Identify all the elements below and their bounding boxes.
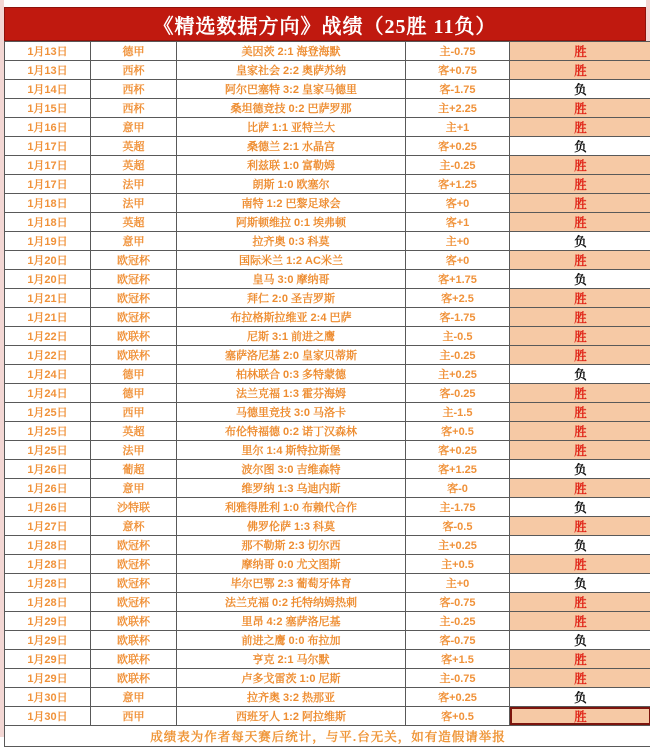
date-cell: 1月29日 bbox=[5, 612, 91, 631]
date-cell: 1月29日 bbox=[5, 631, 91, 650]
match-cell: 西班牙人 1:2 阿拉维斯 bbox=[177, 707, 406, 726]
table-row bbox=[5, 403, 650, 422]
results-sheet bbox=[4, 7, 646, 747]
table-row bbox=[5, 650, 650, 669]
league-cell: 德甲 bbox=[91, 365, 177, 384]
table-row bbox=[5, 156, 650, 175]
result-cell: 胜 bbox=[510, 61, 650, 80]
result-cell: 胜 bbox=[510, 156, 650, 175]
match-cell: 桑德兰 2:1 水晶宫 bbox=[177, 137, 406, 156]
match-cell: 皇家社会 2:2 奥萨苏纳 bbox=[177, 61, 406, 80]
date-cell: 1月21日 bbox=[5, 289, 91, 308]
table-row bbox=[5, 574, 650, 593]
table-row bbox=[5, 80, 650, 99]
match-cell: 桑坦德竞技 0:2 巴萨罗那 bbox=[177, 99, 406, 118]
date-cell: 1月26日 bbox=[5, 498, 91, 517]
league-cell: 英超 bbox=[91, 156, 177, 175]
match-cell: 利兹联 1:0 富勒姆 bbox=[177, 156, 406, 175]
handicap-cell: 客+0 bbox=[406, 251, 510, 270]
table-row bbox=[5, 251, 650, 270]
result-cell: 胜 bbox=[510, 441, 650, 460]
result-cell: 负 bbox=[510, 631, 650, 650]
result-cell: 胜 bbox=[510, 612, 650, 631]
table-row bbox=[5, 631, 650, 650]
result-cell: 负 bbox=[510, 460, 650, 479]
match-cell: 卢多戈雷茨 1:0 尼斯 bbox=[177, 669, 406, 688]
league-cell: 欧冠杯 bbox=[91, 555, 177, 574]
handicap-cell: 客+0 bbox=[406, 194, 510, 213]
result-cell: 胜 bbox=[510, 555, 650, 574]
handicap-cell: 主+0 bbox=[406, 574, 510, 593]
match-cell: 朗斯 1:0 欧塞尔 bbox=[177, 175, 406, 194]
result-cell: 胜 bbox=[510, 479, 650, 498]
league-cell: 意杯 bbox=[91, 517, 177, 536]
result-cell: 胜 bbox=[510, 422, 650, 441]
table-row bbox=[5, 669, 650, 688]
table-row bbox=[5, 517, 650, 536]
handicap-cell: 主-0.25 bbox=[406, 346, 510, 365]
date-cell: 1月18日 bbox=[5, 213, 91, 232]
league-cell: 法甲 bbox=[91, 194, 177, 213]
handicap-cell: 客-0.5 bbox=[406, 517, 510, 536]
handicap-cell: 客+0.5 bbox=[406, 707, 510, 726]
table-row bbox=[5, 593, 650, 612]
date-cell: 1月28日 bbox=[5, 593, 91, 612]
result-cell: 胜 bbox=[510, 213, 650, 232]
table-row bbox=[5, 270, 650, 289]
date-cell: 1月29日 bbox=[5, 669, 91, 688]
date-cell: 1月28日 bbox=[5, 536, 91, 555]
handicap-cell: 主-0.5 bbox=[406, 327, 510, 346]
table-row bbox=[5, 194, 650, 213]
result-cell: 胜 bbox=[510, 593, 650, 612]
match-cell: 摩纳哥 0:0 尤文图斯 bbox=[177, 555, 406, 574]
league-cell: 欧联杯 bbox=[91, 650, 177, 669]
table-row bbox=[5, 384, 650, 403]
table-row bbox=[5, 688, 650, 707]
result-cell: 胜 bbox=[510, 175, 650, 194]
result-cell: 胜 bbox=[510, 403, 650, 422]
match-cell: 柏林联合 0:3 多特蒙德 bbox=[177, 365, 406, 384]
match-cell: 阿斯顿维拉 0:1 埃弗顿 bbox=[177, 213, 406, 232]
handicap-cell: 主+0.25 bbox=[406, 365, 510, 384]
date-cell: 1月30日 bbox=[5, 688, 91, 707]
date-cell: 1月24日 bbox=[5, 365, 91, 384]
league-cell: 意甲 bbox=[91, 479, 177, 498]
handicap-cell: 客-1.75 bbox=[406, 80, 510, 99]
match-cell: 国际米兰 1:2 AC米兰 bbox=[177, 251, 406, 270]
handicap-cell: 客-0.75 bbox=[406, 593, 510, 612]
result-cell: 负 bbox=[510, 498, 650, 517]
result-cell: 胜 bbox=[510, 194, 650, 213]
league-cell: 沙特联 bbox=[91, 498, 177, 517]
league-cell: 英超 bbox=[91, 422, 177, 441]
handicap-cell: 主+0 bbox=[406, 232, 510, 251]
match-cell: 阿尔巴塞特 3:2 皇家马德里 bbox=[177, 80, 406, 99]
date-cell: 1月20日 bbox=[5, 251, 91, 270]
table-row bbox=[5, 137, 650, 156]
date-cell: 1月26日 bbox=[5, 479, 91, 498]
league-cell: 欧冠杯 bbox=[91, 593, 177, 612]
match-cell: 里尔 1:4 斯特拉斯堡 bbox=[177, 441, 406, 460]
table-row bbox=[5, 460, 650, 479]
league-cell: 意甲 bbox=[91, 118, 177, 137]
match-cell: 拉齐奥 3:2 热那亚 bbox=[177, 688, 406, 707]
league-cell: 英超 bbox=[91, 213, 177, 232]
table-row bbox=[5, 555, 650, 574]
results-table bbox=[4, 41, 650, 747]
table-row bbox=[5, 175, 650, 194]
match-cell: 拉齐奥 0:3 科莫 bbox=[177, 232, 406, 251]
title-bar bbox=[4, 7, 646, 41]
date-cell: 1月25日 bbox=[5, 422, 91, 441]
handicap-cell: 主-1.75 bbox=[406, 498, 510, 517]
result-cell: 胜 bbox=[510, 118, 650, 137]
match-cell: 比萨 1:1 亚特兰大 bbox=[177, 118, 406, 137]
league-cell: 意甲 bbox=[91, 232, 177, 251]
result-cell: 负 bbox=[510, 574, 650, 593]
date-cell: 1月30日 bbox=[5, 707, 91, 726]
handicap-cell: 客+1.25 bbox=[406, 175, 510, 194]
table-row bbox=[5, 327, 650, 346]
date-cell: 1月17日 bbox=[5, 156, 91, 175]
league-cell: 欧冠杯 bbox=[91, 308, 177, 327]
result-cell: 胜 bbox=[510, 650, 650, 669]
league-cell: 欧联杯 bbox=[91, 669, 177, 688]
table-row bbox=[5, 308, 650, 327]
result-cell: 胜 bbox=[510, 669, 650, 688]
handicap-cell: 客+1.5 bbox=[406, 650, 510, 669]
table-row bbox=[5, 479, 650, 498]
table-row bbox=[5, 707, 650, 726]
date-cell: 1月20日 bbox=[5, 270, 91, 289]
league-cell: 西杯 bbox=[91, 99, 177, 118]
match-cell: 布伦特福德 0:2 诺丁汉森林 bbox=[177, 422, 406, 441]
league-cell: 欧联杯 bbox=[91, 327, 177, 346]
league-cell: 欧冠杯 bbox=[91, 251, 177, 270]
handicap-cell: 客+2.5 bbox=[406, 289, 510, 308]
match-cell: 亨克 2:1 马尔默 bbox=[177, 650, 406, 669]
date-cell: 1月17日 bbox=[5, 175, 91, 194]
footer-row bbox=[5, 726, 650, 747]
handicap-cell: 客+0.25 bbox=[406, 688, 510, 707]
handicap-cell: 主+0.5 bbox=[406, 555, 510, 574]
date-cell: 1月29日 bbox=[5, 650, 91, 669]
match-cell: 前进之鹰 0:0 布拉加 bbox=[177, 631, 406, 650]
date-cell: 1月25日 bbox=[5, 403, 91, 422]
result-cell: 胜 bbox=[510, 327, 650, 346]
match-cell: 塞萨洛尼基 2:0 皇家贝蒂斯 bbox=[177, 346, 406, 365]
result-cell: 胜 bbox=[510, 42, 650, 61]
league-cell: 德甲 bbox=[91, 384, 177, 403]
match-cell: 波尔图 3:0 吉维森特 bbox=[177, 460, 406, 479]
table-row bbox=[5, 441, 650, 460]
league-cell: 欧冠杯 bbox=[91, 270, 177, 289]
result-cell: 负 bbox=[510, 270, 650, 289]
handicap-cell: 客+1.25 bbox=[406, 460, 510, 479]
match-cell: 南特 1:2 巴黎足球会 bbox=[177, 194, 406, 213]
match-cell: 佛罗伦萨 1:3 科莫 bbox=[177, 517, 406, 536]
match-cell: 马德里竞技 3:0 马洛卡 bbox=[177, 403, 406, 422]
date-cell: 1月21日 bbox=[5, 308, 91, 327]
result-cell: 负 bbox=[510, 688, 650, 707]
result-cell: 胜 bbox=[510, 308, 650, 327]
result-cell: 负 bbox=[510, 365, 650, 384]
table-row bbox=[5, 289, 650, 308]
handicap-cell: 客+1 bbox=[406, 213, 510, 232]
date-cell: 1月19日 bbox=[5, 232, 91, 251]
handicap-cell: 主-0.25 bbox=[406, 156, 510, 175]
league-cell: 法甲 bbox=[91, 175, 177, 194]
date-cell: 1月22日 bbox=[5, 327, 91, 346]
result-cell: 胜 bbox=[510, 707, 650, 726]
date-cell: 1月27日 bbox=[5, 517, 91, 536]
date-cell: 1月13日 bbox=[5, 61, 91, 80]
table-row bbox=[5, 346, 650, 365]
handicap-cell: 主+1 bbox=[406, 118, 510, 137]
table-row bbox=[5, 232, 650, 251]
handicap-cell: 主+2.25 bbox=[406, 99, 510, 118]
date-cell: 1月17日 bbox=[5, 137, 91, 156]
league-cell: 西甲 bbox=[91, 707, 177, 726]
date-cell: 1月24日 bbox=[5, 384, 91, 403]
date-cell: 1月18日 bbox=[5, 194, 91, 213]
league-cell: 英超 bbox=[91, 137, 177, 156]
league-cell: 欧联杯 bbox=[91, 612, 177, 631]
league-cell: 欧冠杯 bbox=[91, 536, 177, 555]
results-table-body bbox=[5, 42, 650, 726]
handicap-cell: 客+0.5 bbox=[406, 422, 510, 441]
league-cell: 西甲 bbox=[91, 403, 177, 422]
match-cell: 尼斯 3:1 前进之鹰 bbox=[177, 327, 406, 346]
match-cell: 皇马 3:0 摩纳哥 bbox=[177, 270, 406, 289]
league-cell: 意甲 bbox=[91, 688, 177, 707]
table-row bbox=[5, 365, 650, 384]
league-cell: 德甲 bbox=[91, 42, 177, 61]
league-cell: 欧冠杯 bbox=[91, 574, 177, 593]
match-cell: 利雅得胜利 1:0 布赖代合作 bbox=[177, 498, 406, 517]
match-cell: 那不勒斯 2:3 切尔西 bbox=[177, 536, 406, 555]
handicap-cell: 客-0.25 bbox=[406, 384, 510, 403]
date-cell: 1月16日 bbox=[5, 118, 91, 137]
match-cell: 拜仁 2:0 圣吉罗斯 bbox=[177, 289, 406, 308]
table-row bbox=[5, 536, 650, 555]
table-row bbox=[5, 612, 650, 631]
table-row bbox=[5, 61, 650, 80]
handicap-cell: 主-0.25 bbox=[406, 612, 510, 631]
date-cell: 1月28日 bbox=[5, 555, 91, 574]
table-row bbox=[5, 498, 650, 517]
page-title: 《精选数据方向》战绩（25胜 11负） bbox=[154, 10, 497, 39]
result-cell: 负 bbox=[510, 80, 650, 99]
handicap-cell: 客+1.75 bbox=[406, 270, 510, 289]
date-cell: 1月15日 bbox=[5, 99, 91, 118]
handicap-cell: 客+0.75 bbox=[406, 61, 510, 80]
handicap-cell: 客+0.25 bbox=[406, 441, 510, 460]
handicap-cell: 客+0.25 bbox=[406, 137, 510, 156]
match-cell: 里昂 4:2 塞萨洛尼基 bbox=[177, 612, 406, 631]
handicap-cell: 主-0.75 bbox=[406, 42, 510, 61]
footer-note: 成绩表为作者每天赛后统计，与平.台无关，如有造假请举报 bbox=[5, 726, 650, 747]
table-row bbox=[5, 99, 650, 118]
result-cell: 胜 bbox=[510, 346, 650, 365]
date-cell: 1月13日 bbox=[5, 42, 91, 61]
league-cell: 西杯 bbox=[91, 61, 177, 80]
date-cell: 1月14日 bbox=[5, 80, 91, 99]
match-cell: 法兰克福 0:2 托特纳姆热刺 bbox=[177, 593, 406, 612]
handicap-cell: 客-1.75 bbox=[406, 308, 510, 327]
handicap-cell: 主-1.5 bbox=[406, 403, 510, 422]
match-cell: 布拉格斯拉维亚 2:4 巴萨 bbox=[177, 308, 406, 327]
result-cell: 负 bbox=[510, 536, 650, 555]
match-cell: 美因茨 2:1 海登海默 bbox=[177, 42, 406, 61]
league-cell: 欧联杯 bbox=[91, 346, 177, 365]
handicap-cell: 客-0 bbox=[406, 479, 510, 498]
match-cell: 法兰克福 1:3 霍芬海姆 bbox=[177, 384, 406, 403]
league-cell: 法甲 bbox=[91, 441, 177, 460]
table-row bbox=[5, 422, 650, 441]
league-cell: 欧冠杯 bbox=[91, 289, 177, 308]
league-cell: 葡超 bbox=[91, 460, 177, 479]
match-cell: 毕尔巴鄂 2:3 葡萄牙体育 bbox=[177, 574, 406, 593]
result-cell: 胜 bbox=[510, 517, 650, 536]
league-cell: 欧联杯 bbox=[91, 631, 177, 650]
date-cell: 1月22日 bbox=[5, 346, 91, 365]
result-cell: 胜 bbox=[510, 384, 650, 403]
match-cell: 维罗纳 1:3 乌迪内斯 bbox=[177, 479, 406, 498]
handicap-cell: 主-0.75 bbox=[406, 669, 510, 688]
date-cell: 1月25日 bbox=[5, 441, 91, 460]
date-cell: 1月28日 bbox=[5, 574, 91, 593]
table-row bbox=[5, 213, 650, 232]
result-cell: 负 bbox=[510, 232, 650, 251]
table-row bbox=[5, 42, 650, 61]
handicap-cell: 客-0.75 bbox=[406, 631, 510, 650]
table-row bbox=[5, 118, 650, 137]
date-cell: 1月26日 bbox=[5, 460, 91, 479]
result-cell: 胜 bbox=[510, 251, 650, 270]
league-cell: 西杯 bbox=[91, 80, 177, 99]
result-cell: 负 bbox=[510, 137, 650, 156]
result-cell: 胜 bbox=[510, 99, 650, 118]
result-cell: 胜 bbox=[510, 289, 650, 308]
handicap-cell: 主+0.25 bbox=[406, 536, 510, 555]
